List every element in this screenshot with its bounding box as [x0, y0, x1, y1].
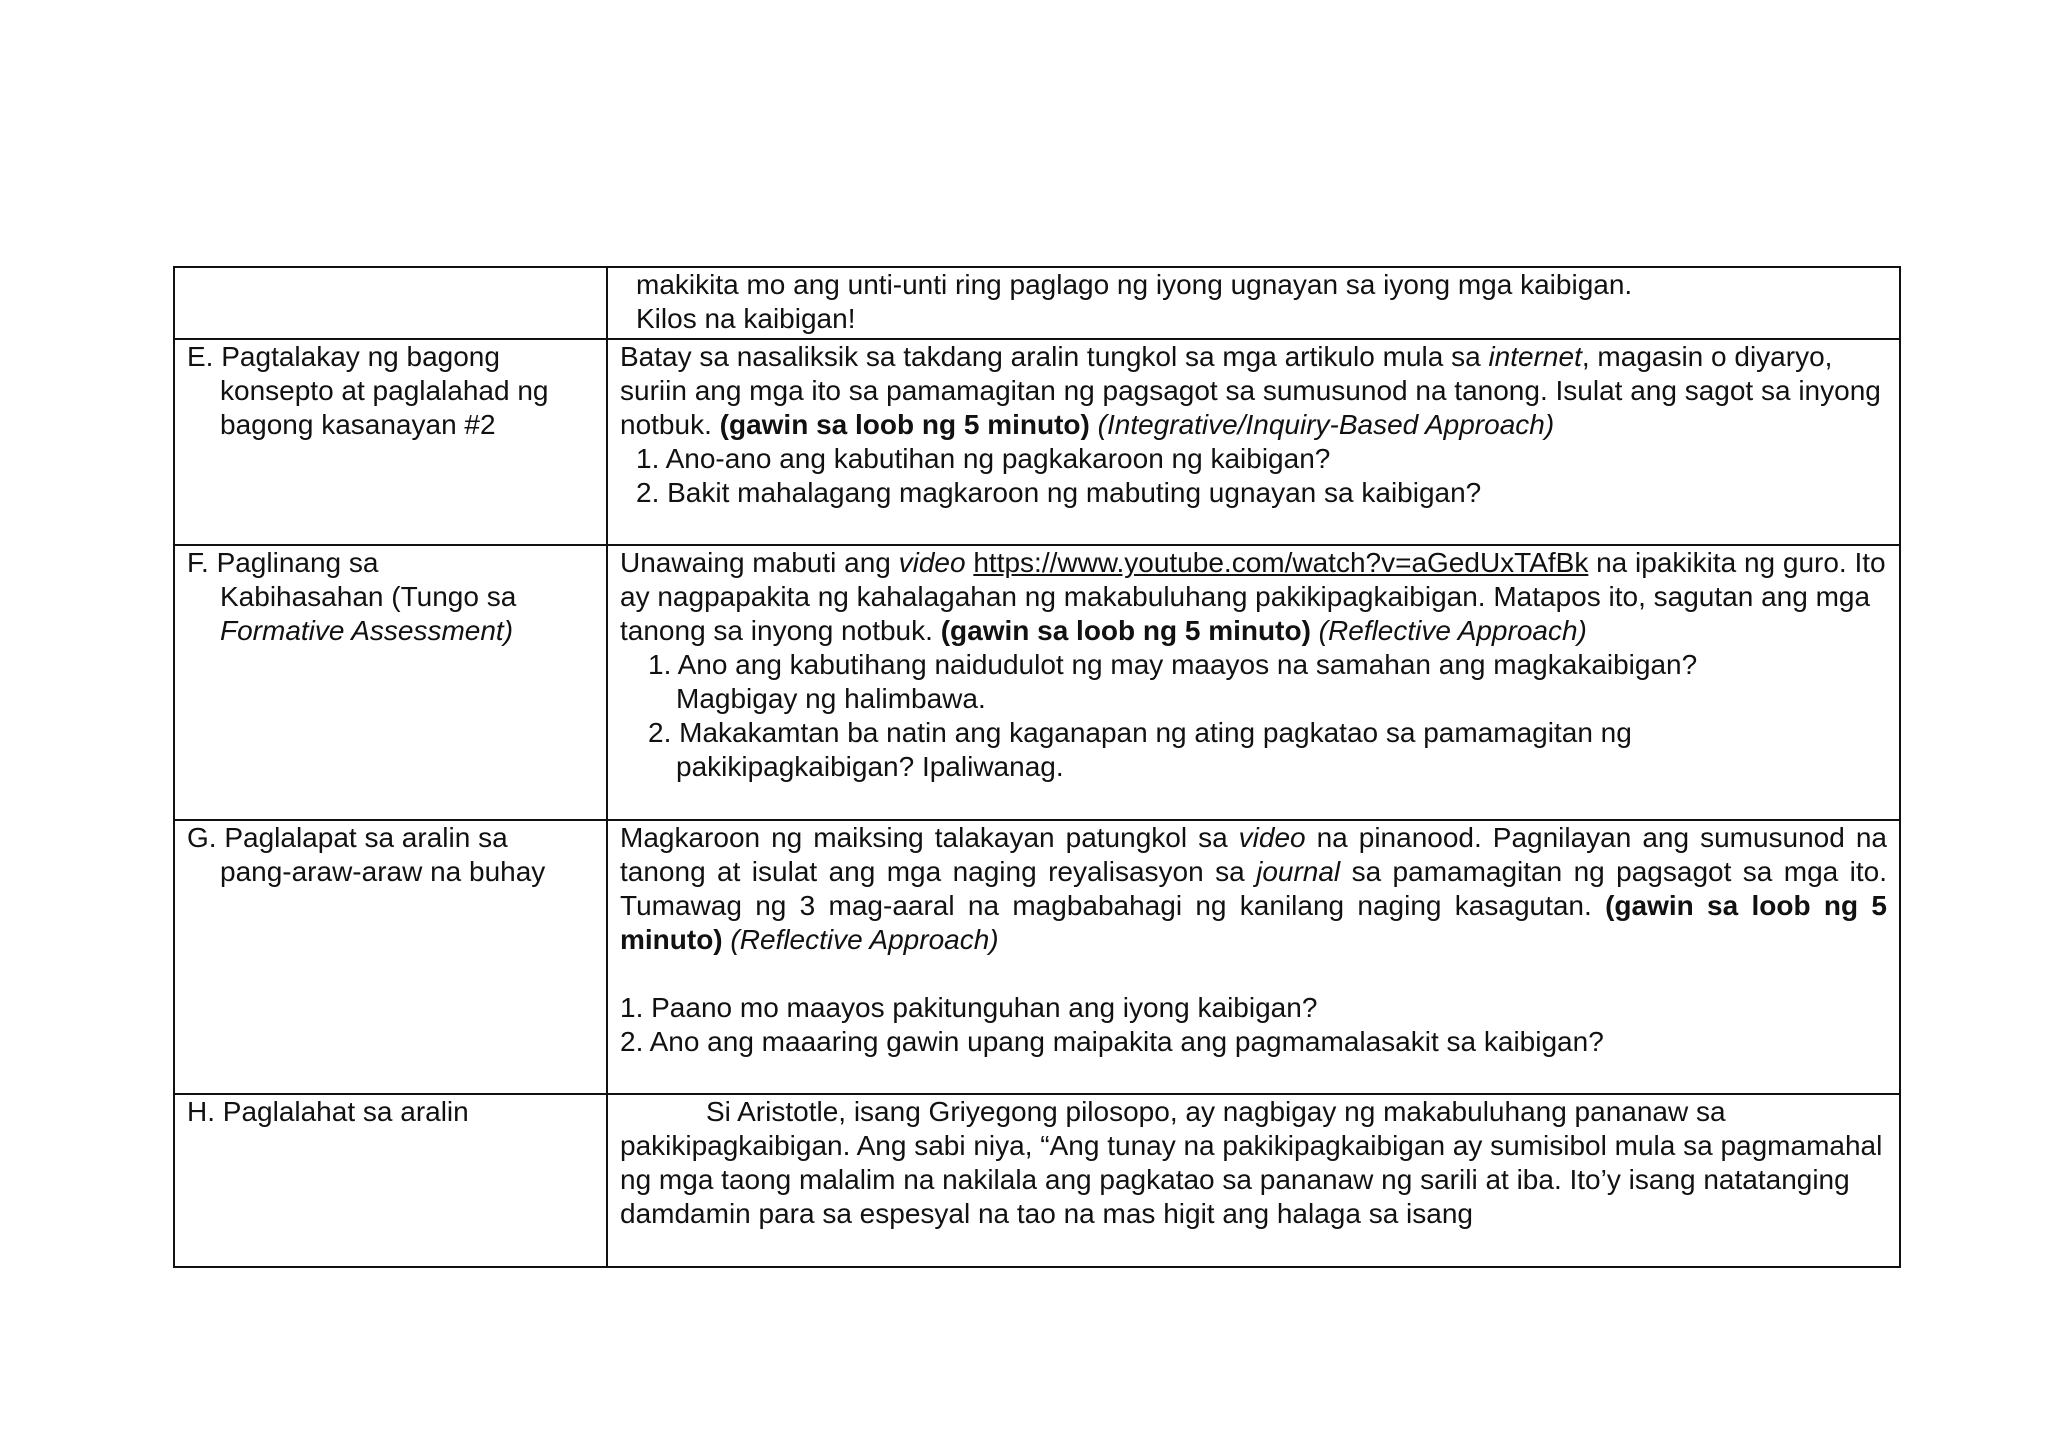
section-f-label-cell [174, 545, 607, 820]
section-h-label-cell [174, 1094, 607, 1267]
section-e-approach: (Integrative/Inquiry-Based Approach) [1089, 409, 1555, 440]
section-f-question-2-line-1: 2. Makakamtan ba natin ang kaganapan ng ating pagkatao sa pamamagitan ng [648, 717, 1632, 748]
section-h-label: H. Paglalahat sa aralin [187, 1096, 469, 1127]
section-e-label-text-1: Pagtalakay ng bagong [221, 341, 500, 372]
section-g-text-2: na pinanood. Pagnilayan ang sumusunod na tanong at isulat ang mga naging reyalisasyon sa [620, 822, 1887, 887]
section-f-text-2: na ipakikita ng guro. Ito ay nagpapakita ng kahalagahan ng makabuluhang pakikipagkaibigan. Matapos ito, sagutan ang mga tanong sa inyong notbuk. [620, 547, 1886, 646]
empty-label-cell [174, 267, 607, 339]
section-h-paragraph: Si Aristotle, isang Griyegong pilosopo, ay nagbigay ng makabuluhang pananaw sa pakikipagkaibigan. Ang sabi niya, “Ang tunay na pakikipagkaibigan ay sumisibol mula sa pagmamahal ng mga taong malalim na nakilala ang pagkatao sa pananaw ng sarili at iba. Ito’y isang natatanging damdamin para sa espesyal na tao na mas higit ang halaga sa isang [620, 1096, 1883, 1229]
section-f-content-cell [607, 545, 1900, 820]
table-row [174, 545, 1900, 820]
section-e-label-line-2: konsepto at paglalahad ng [220, 375, 549, 406]
section-f-time-note: (gawin sa loob ng 5 minuto) [940, 615, 1311, 646]
section-f-approach: (Reflective Approach) [1310, 615, 1587, 646]
table-row [174, 820, 1900, 1094]
section-e-italic-internet: internet [1488, 341, 1582, 372]
section-g-italic-journal: journal [1256, 856, 1341, 887]
section-f-label-line-2: Kabihasahan (Tungo sa [220, 581, 517, 612]
section-g-label-cell [174, 820, 607, 1094]
section-g-label-line-1 [187, 821, 594, 855]
section-e-label-line-3: bagong kasanayan #2 [220, 409, 496, 440]
table-row [174, 1094, 1900, 1267]
section-e-question-2: 2. Bakit mahalagang magkaroon ng mabuting ugnayan sa kaibigan? [636, 477, 1482, 508]
section-h-content-cell [607, 1094, 1900, 1267]
section-g-text-3: sa pamamagitan ng pagsagot sa mga ito. Tumawag ng 3 mag-aaral na magbabahagi ng kanilang naging kasagutan. [620, 856, 1887, 921]
section-e-prefix: E. [187, 341, 214, 372]
section-g-prefix: G. [187, 822, 217, 853]
section-f-text-1: Unawaing mabuti ang [620, 547, 899, 578]
section-f-label-line-3: Formative Assessment) [220, 615, 514, 646]
section-g-paragraph [620, 821, 1887, 957]
section-f-prefix: F. [187, 547, 209, 578]
section-e-label-cell [174, 339, 607, 545]
section-e-label-line-1 [187, 340, 594, 374]
section-f-question-2-line-2: pakikipagkaibigan? Ipaliwanag. [676, 751, 1064, 782]
section-g-text-1: Magkaroon ng maiksing talakayan patungkol sa [620, 822, 1239, 853]
section-f-question-1-line-2: Magbigay ng halimbawa. [676, 683, 986, 714]
section-f-italic-video: video [898, 547, 966, 578]
section-f-label-line-1 [187, 546, 594, 580]
continuation-text-cell [607, 267, 1900, 339]
table-row [174, 267, 1900, 339]
section-g-label-text-1: Paglalapat sa aralin sa [224, 822, 508, 853]
lesson-plan-table [173, 266, 1901, 1268]
section-e-text-1: Batay sa nasaliksik sa takdang aralin tungkol sa mga artikulo mula sa [620, 341, 1489, 372]
section-g-content-cell [607, 820, 1900, 1094]
section-e-time-note: (gawin sa loob ng 5 minuto) [719, 409, 1090, 440]
continuation-line-2: Kilos na kaibigan! [636, 303, 856, 334]
section-f-question-1-line-1: 1. Ano ang kabutihang naidudulot ng may maayos na samahan ang magkakaibigan? [648, 649, 1698, 680]
section-g-question-1: 1. Paano mo maayos pakitunguhan ang iyong kaibigan? [620, 992, 1318, 1023]
section-g-italic-video: video [1238, 822, 1306, 853]
section-g-spacer [620, 957, 1887, 991]
section-g-question-2: 2. Ano ang maaaring gawin upang maipakita ang pagmamalasakit sa kaibigan? [620, 1026, 1604, 1057]
section-e-text-2: , magasin o diyaryo, suriin ang mga ito sa pamamagitan ng pagsagot sa sumusunod na tanong. Isulat ang sagot sa inyong notbuk. [620, 341, 1881, 440]
section-g-approach: (Reflective Approach) [722, 924, 999, 955]
section-e-content-cell [607, 339, 1900, 545]
continuation-line-1: makikita mo ang unti-unti ring paglago ng iyong ugnayan sa iyong mga kaibigan. [636, 269, 1633, 300]
table-row [174, 339, 1900, 545]
section-e-paragraph [620, 340, 1887, 442]
youtube-link[interactable]: https://www.youtube.com/watch?v=aGedUxTAfBk [973, 547, 1589, 578]
section-f-label-text-1: Paglinang sa [216, 547, 379, 578]
section-e-question-1: 1. Ano-ano ang kabutihan ng pagkakaroon ng kaibigan? [636, 443, 1331, 474]
section-f-paragraph [620, 546, 1887, 648]
section-g-time-note: (gawin sa loob ng 5 minuto) [620, 890, 1887, 955]
section-g-label-line-2: pang-araw-araw na buhay [220, 856, 546, 887]
